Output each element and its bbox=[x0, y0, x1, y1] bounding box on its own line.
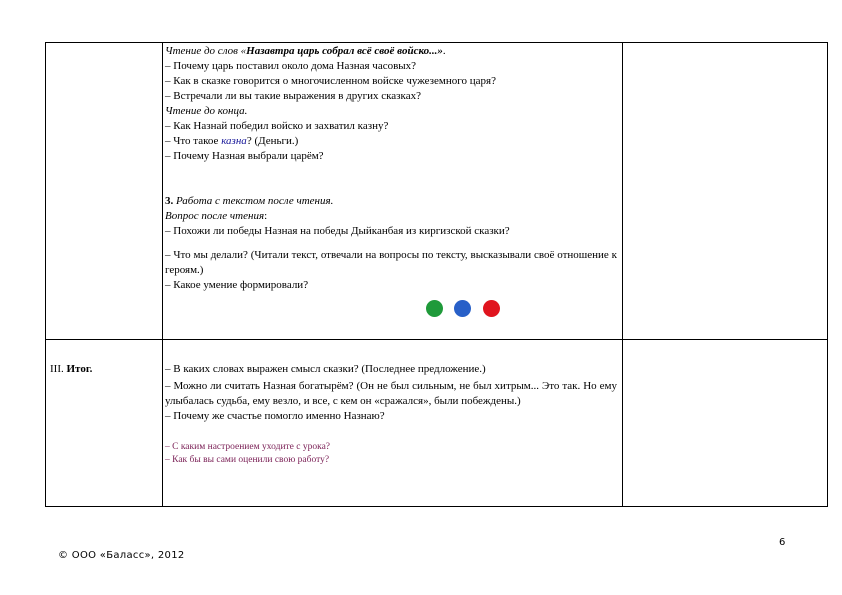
step-heading bbox=[165, 194, 617, 209]
reading-until-line bbox=[165, 44, 617, 59]
question-text: – Что такое bbox=[165, 135, 222, 147]
row2-content-cell bbox=[165, 362, 617, 467]
page-number: 6 bbox=[779, 537, 786, 548]
reading-until-quote: Назавтра царь собрал всё своё войско...» bbox=[246, 45, 443, 57]
question-text: ? (Деньги.) bbox=[246, 135, 299, 147]
stage-number: III. bbox=[50, 363, 67, 375]
reflection-question: – Как бы вы сами оценили свою работу? bbox=[165, 455, 330, 465]
stage-label bbox=[50, 362, 92, 377]
question-text: – Какое умение формировали? bbox=[165, 279, 309, 291]
question-line: – Как в сказке говорится о многочисленном войске чужеземного царя? bbox=[165, 75, 496, 87]
question-line: – Как Назнай победил войско и захватил казну? bbox=[165, 120, 389, 132]
question-line: – Похожи ли победы Назная на победы Дыйканбая из киргизской сказки? bbox=[165, 225, 510, 237]
step-number: 3. bbox=[165, 195, 174, 207]
reading-until-end: . bbox=[442, 45, 446, 57]
red-circle bbox=[483, 300, 500, 317]
question-line: – В каких словах выражен смысл сказки? (Последнее предложение.) bbox=[165, 363, 486, 375]
question-line: – Почему Назная выбрали царём? bbox=[165, 150, 324, 162]
after-reading-label bbox=[165, 209, 617, 224]
question-line bbox=[165, 278, 617, 293]
copyright-footer: © ООО «Баласс», 2012 bbox=[58, 550, 185, 561]
table-border-left bbox=[45, 42, 46, 507]
after-reading-colon: : bbox=[264, 210, 268, 222]
stage-cell bbox=[50, 362, 92, 377]
table-border-right bbox=[827, 42, 828, 507]
question-paragraph: – Можно ли считать Назная богатырём? (Он не был сильным, не был хитрым... Это так. Но ему улыбалась судьба, ему везло, и все, с кем он «сражался», были побеждены.) bbox=[165, 380, 617, 407]
question-line bbox=[165, 134, 617, 149]
question-line: – Почему же счастье помогло именно Назнаю? bbox=[165, 410, 385, 422]
green-circle bbox=[426, 300, 443, 317]
stage-title: Итог. bbox=[66, 363, 93, 375]
column-divider-1 bbox=[162, 42, 163, 507]
question-line: – Почему царь поставил около дома Назная часовых? bbox=[165, 60, 417, 72]
question-paragraph: – Что мы делали? (Читали текст, отвечали на вопросы по тексту, высказывали своё отношение к героям.) bbox=[165, 249, 617, 276]
lesson-table bbox=[45, 42, 828, 507]
step-title: Работа с текстом после чтения. bbox=[173, 195, 334, 207]
reading-end-label: Чтение до конца. bbox=[165, 105, 248, 117]
column-divider-2 bbox=[622, 42, 623, 507]
reflection-question: – С каким настроением уходите с урока? bbox=[165, 442, 331, 452]
reading-until-label: Чтение до слов « bbox=[165, 45, 247, 57]
row1-content-cell bbox=[165, 44, 617, 293]
after-reading-text: Вопрос после чтения bbox=[165, 210, 265, 222]
question-line: – Встречали ли вы такие выражения в других сказках? bbox=[165, 90, 421, 102]
highlighted-word: казна bbox=[221, 135, 247, 147]
blue-circle bbox=[454, 300, 471, 317]
